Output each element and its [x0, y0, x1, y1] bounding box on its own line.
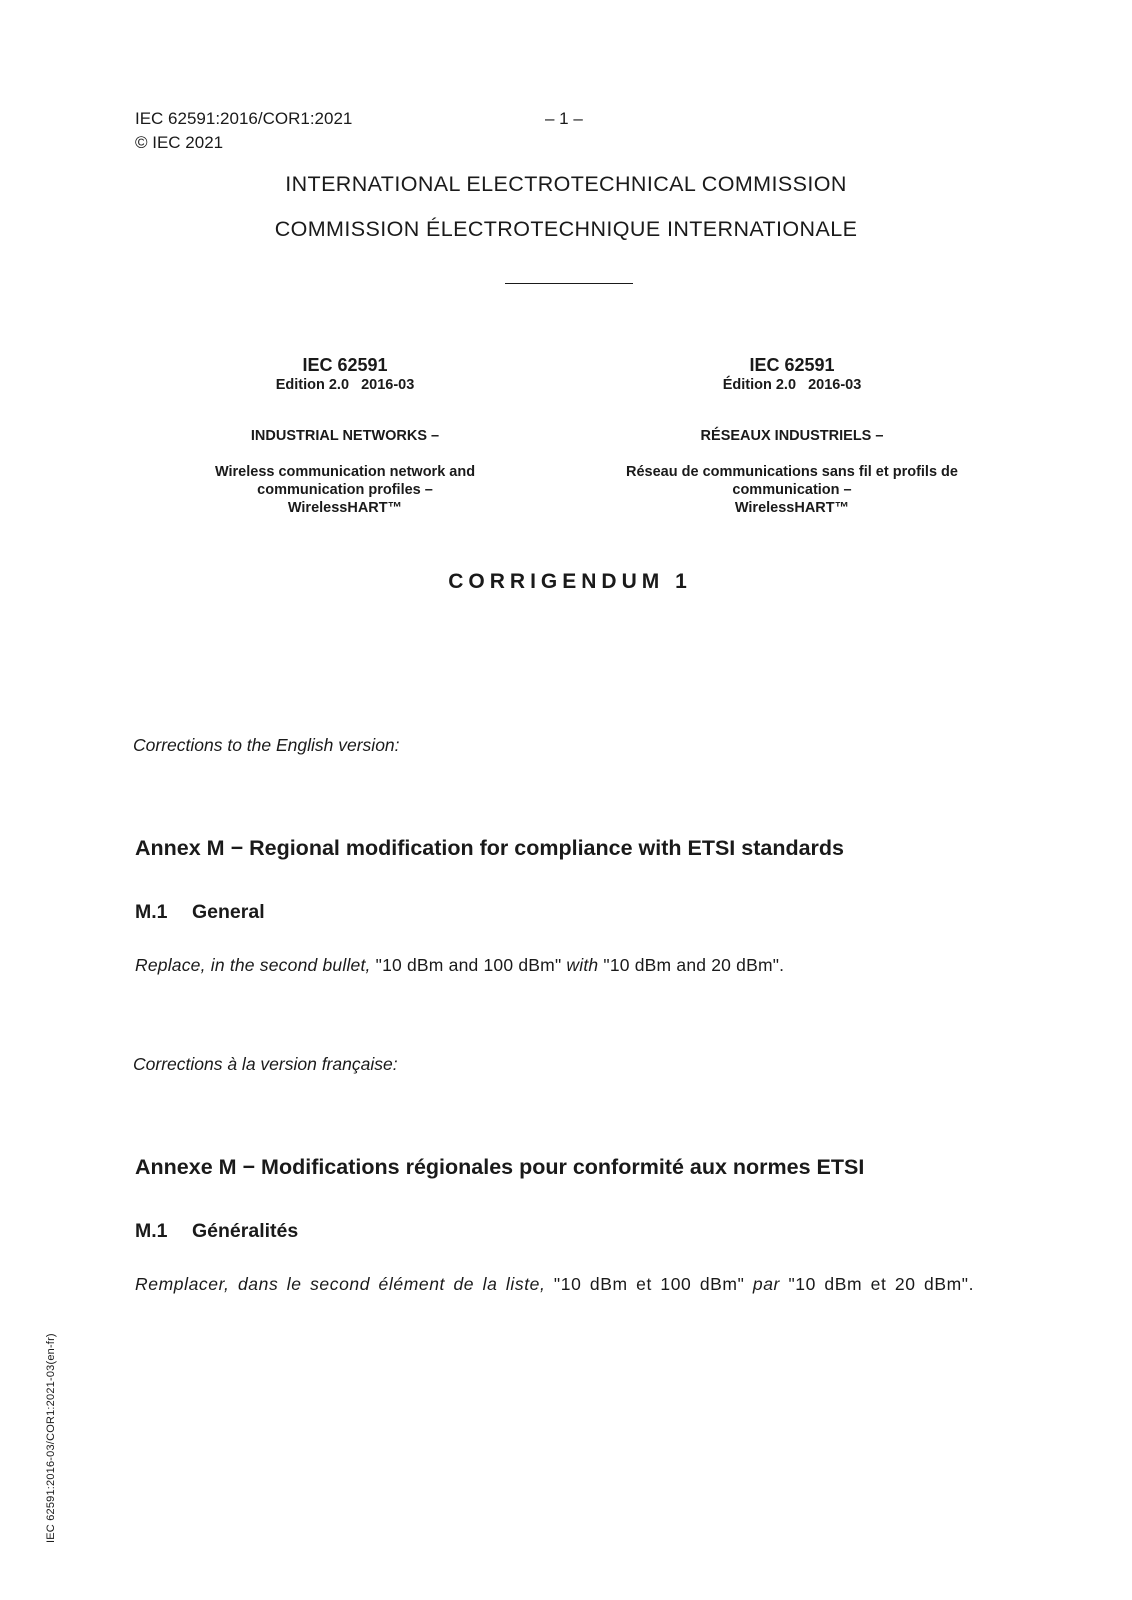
subtitle-line: Wireless communication network and [214, 464, 476, 480]
standard-title-fr: RÉSEAUX INDUSTRIELS – [700, 428, 884, 444]
page-number: – 1 – [545, 109, 583, 128]
correction-paragraph-en [135, 953, 1000, 977]
clause-number: M.1 [135, 901, 168, 923]
document-reference: IEC 62591:2016/COR1:2021 [135, 109, 353, 128]
copyright-notice: © IEC 2021 [135, 133, 224, 152]
clause-title: Généralités [192, 1220, 299, 1242]
organization-name-fr: COMMISSION ÉLECTROTECHNIQUE INTERNATIONALE [274, 217, 858, 241]
french-corrections-label: Corrections à la version française: [133, 1054, 398, 1074]
standard-subtitle-fr [582, 463, 1002, 517]
quoted-text: "10 dBm et 20 dBm". [779, 1274, 975, 1294]
subtitle-line: communication – [732, 482, 852, 498]
instruction-text: with [566, 955, 599, 975]
instruction-text: par [752, 1274, 780, 1294]
correction-paragraph-fr [135, 1272, 1000, 1296]
standard-number-en: IEC 62591 [302, 355, 388, 375]
clause-number: M.1 [135, 1220, 168, 1242]
quoted-text: "10 dBm et 100 dBm" [545, 1274, 753, 1294]
standard-title-en: INDUSTRIAL NETWORKS – [250, 428, 440, 444]
quoted-text: "10 dBm and 20 dBm". [598, 955, 785, 975]
separator-line [505, 283, 633, 284]
instruction-text: Remplacer, dans le second élément de la liste, [135, 1274, 546, 1294]
subtitle-line: communication profiles – [257, 482, 433, 498]
subtitle-line: Réseau de communications sans fil et profils de [626, 464, 958, 480]
corrigendum-title: CORRIGENDUM 1 [448, 570, 692, 593]
standard-edition-en: Edition 2.0 2016-03 [275, 377, 415, 393]
subtitle-line: WirelessHART™ [287, 500, 403, 516]
clause-heading-en [135, 901, 265, 924]
subtitle-line: WirelessHART™ [734, 500, 850, 516]
organization-name-en: INTERNATIONAL ELECTROTECHNICAL COMMISSION [285, 172, 847, 196]
clause-title: General [192, 901, 265, 923]
quoted-text: "10 dBm and 100 dBm" [370, 955, 567, 975]
english-corrections-label: Corrections to the English version: [133, 735, 400, 755]
document-header [135, 107, 352, 155]
annex-heading-en: Annex M − Regional modification for compliance with ETSI standards [135, 836, 845, 860]
clause-heading-fr [135, 1220, 298, 1243]
standard-number-fr: IEC 62591 [749, 355, 835, 375]
side-document-code: IEC 62591:2016-03/COR1:2021-03(en-fr) [45, 1333, 57, 1543]
instruction-text: Replace, in the second bullet, [135, 955, 371, 975]
annex-heading-fr: Annexe M − Modifications régionales pour conformité aux normes ETSI [135, 1155, 865, 1179]
standard-edition-fr: Édition 2.0 2016-03 [722, 377, 862, 393]
standard-subtitle-en [135, 463, 555, 517]
